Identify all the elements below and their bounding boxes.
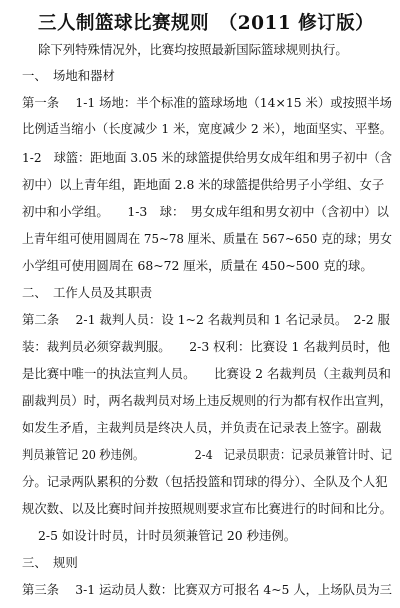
section-heading-1: 一、 场地和器材 bbox=[22, 68, 115, 83]
section-heading-2: 二、 工作人员及其职责 bbox=[22, 285, 153, 300]
text-line: 是比赛中唯一的执法宣判人员。 比赛设 2 名裁判员（主裁判员和 bbox=[22, 366, 391, 381]
text-line: 判员兼管记 20 秒违例。 2-4 记录员职责：记录员兼管计时、记 bbox=[22, 447, 393, 462]
text-line: 第三条 3-1 运动员人数：比赛双方可报名 4~5 人，上场队员为三 bbox=[22, 582, 392, 597]
document-title: 三人制篮球比赛规则 （2011 修订版） bbox=[38, 13, 375, 34]
text-line: 装：裁判员必须穿裁判服。 2-3 权利：比赛设 1 名裁判员时，他 bbox=[22, 339, 390, 354]
text-line: 比例适当缩小（长度减少 1 米，宽度减少 2 米），地面坚实、平整。 bbox=[22, 121, 392, 136]
text-line: 第一条 1-1 场地：半个标准的篮球场地（14×15 米）或按照半场 bbox=[22, 95, 392, 110]
text-line: 副裁判员）时，两名裁判员对场上违反规则的行为都有权作出宣判， bbox=[22, 393, 393, 408]
text-line: 初中和小学组。 1-3 球： 男女成年组和男女初中（含初中）以 bbox=[22, 204, 389, 219]
text-line: 第二条 2-1 裁判人员：设 1~2 名裁判员和 1 名记录员。 2-2 服 bbox=[22, 312, 390, 327]
intro-line: 除下列特殊情况外，比赛均按照最新国际篮球规则执行。 bbox=[38, 42, 348, 57]
text-line: 2-5 如设计时员，计时员须兼管记 20 秒违例。 bbox=[38, 528, 297, 543]
text-line: 1-2 球篮：距地面 3.05 米的球篮提供给男女成年组和男子初中（含 bbox=[22, 150, 392, 165]
text-line: 如发生矛盾，主裁判员是终决人员，并负责在记录表上签字。副裁 bbox=[22, 420, 382, 435]
section-heading-3: 三、 规则 bbox=[22, 555, 78, 570]
text-line: 初中）以上青年组，距地面 2.8 米的球篮提供给男子小学组、女子 bbox=[22, 177, 385, 192]
text-line: 规次数、以及比赛时间并按照规则要求宣布比赛进行的时间和比分。 bbox=[22, 501, 393, 516]
text-line: 小学组可使用圆周在 68~72 厘米，质量在 450~500 克的球。 bbox=[22, 258, 373, 273]
text-line: 分。记录两队累积的分数（包括投篮和罚球的得分）、全队及个人犯 bbox=[22, 474, 388, 489]
text-line: 上青年组可使用圆周在 75~78 厘米、质量在 567~650 克的球；男女 bbox=[22, 231, 392, 246]
